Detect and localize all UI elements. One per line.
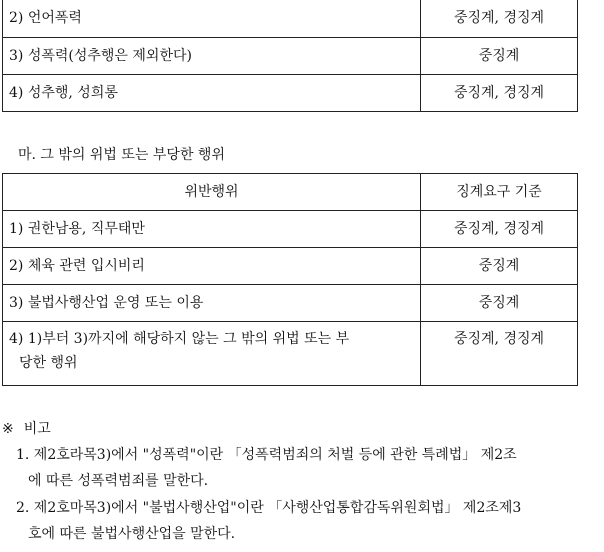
violation-column-header: 위반행위 (3, 174, 421, 211)
table-row (3, 322, 578, 386)
table-row (3, 37, 578, 74)
note-line: 1. 제2호라목3)에서 "성폭력"이란 「성폭력범죄의 처벌 등에 관한 특례법」 제2조 (16, 447, 517, 463)
table-row (3, 0, 578, 37)
table-row (3, 74, 578, 111)
table-row (3, 248, 578, 285)
top-violation-table (2, 0, 578, 112)
violation-cell: 4) 성추행, 성희롱 (3, 74, 421, 111)
note-item (16, 495, 604, 547)
violation-cell: 2) 체육 관련 입시비리 (3, 248, 421, 285)
table-row (3, 285, 578, 322)
note-line: 호에 따른 불법사행산업을 말한다. (28, 526, 236, 542)
penalty-level-cell: 중징계 (421, 37, 578, 74)
penalty-level-cell: 중징계, 경징계 (421, 74, 578, 111)
table-row (3, 211, 578, 248)
penalty-level-cell: 중징계, 경징계 (421, 211, 578, 248)
violation-cell: 3) 불법사행산업 운영 또는 이용 (3, 285, 421, 322)
penalty-column-header: 징계요구 기준 (421, 174, 578, 211)
reference-mark-icon: ※ (2, 421, 14, 437)
violation-line: 4) 1)부터 3)까지에 해당하지 않는 그 밖의 위법 또는 부 (9, 331, 350, 347)
notes-title (2, 419, 51, 439)
other-violations-table (2, 173, 578, 386)
penalty-level-cell: 중징계, 경징계 (421, 0, 578, 37)
penalty-level-cell: 중징계 (421, 285, 578, 322)
table-header-row (3, 174, 578, 211)
notes-label: 비고 (23, 421, 51, 437)
note-item (16, 442, 604, 494)
penalty-level-cell: 중징계 (421, 248, 578, 285)
section-heading: 마. 그 밖의 위법 또는 부당한 행위 (18, 147, 225, 163)
violation-line: 당한 행위 (19, 355, 78, 371)
violation-cell: 3) 성폭력(성추행은 제외한다) (3, 37, 421, 74)
penalty-level-cell: 중징계, 경징계 (421, 322, 578, 386)
note-line: 에 따른 성폭력범죄를 말한다. (28, 473, 209, 489)
violation-cell: 1) 권한남용, 직무태만 (3, 211, 421, 248)
note-line: 2. 제2호마목3)에서 "불법사행산업"이란 「사행산업통합감독위원회법」 제2조제3 (16, 500, 522, 516)
violation-cell: 2) 언어폭력 (3, 0, 421, 37)
violation-cell (3, 322, 421, 386)
